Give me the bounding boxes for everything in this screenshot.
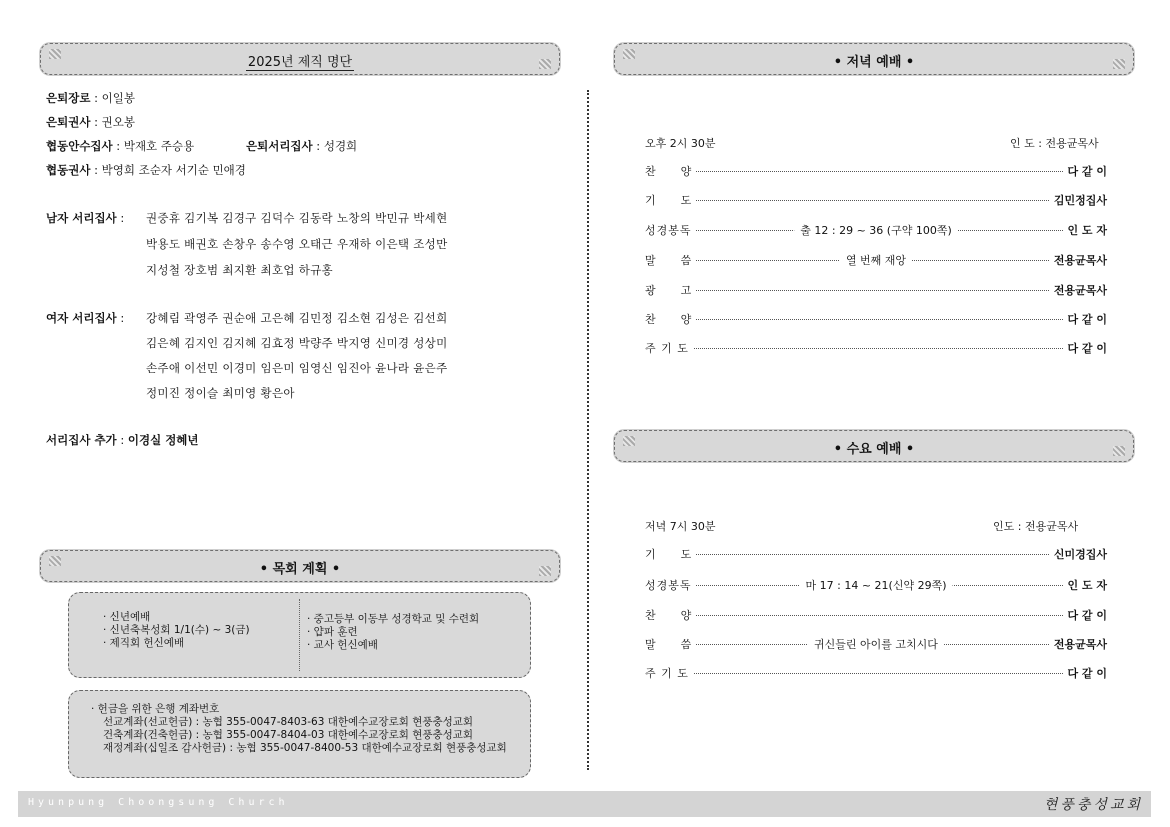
plan-divider xyxy=(299,599,300,671)
added-deacon-line: 서리집사 추가 : 이경실 정혜년 xyxy=(46,433,199,447)
female-names-4: 정미진 정이슬 최미영 황은아 xyxy=(146,386,295,400)
female-deacon-label: 여자 서리집사 : xyxy=(46,311,125,325)
evening-row: 찬 양 다 같 이 xyxy=(645,165,1107,178)
evening-row: 찬 양 다 같 이 xyxy=(645,313,1107,326)
male-names-2: 박용도 배권호 손창우 송수영 오태근 우재하 이은택 조성만 xyxy=(146,237,448,251)
footer-signature-area xyxy=(18,791,1151,817)
bank-line-finance: 재정계좌(십일조 감사헌금) : 농협 355-0047-8400-53 대한예수교장로회 현풍충성교회 xyxy=(103,742,507,754)
retired-deaconess-line: 은퇴서리집사 : 성경희 xyxy=(246,139,358,153)
roster-title: 2025년 제직 명단 xyxy=(247,55,353,70)
corner-pattern-icon xyxy=(1113,446,1125,456)
evening-header xyxy=(614,43,1134,75)
retired-elder-line: 은퇴장로 : 이일봉 xyxy=(46,91,135,105)
male-names-3: 지성철 장호범 최지환 최호업 하규홍 xyxy=(146,263,333,277)
male-deacon-label: 남자 서리집사 : xyxy=(46,211,125,225)
corner-pattern-icon xyxy=(1113,59,1125,69)
wednesday-header xyxy=(614,430,1134,462)
female-names-1: 강혜림 곽영주 권순애 고은혜 김민정 김소현 김성은 김선희 xyxy=(146,311,448,325)
evening-leader: 인 도 : 전용균목사 xyxy=(1010,137,1099,150)
wednesday-row: 주 기 도 다 같 이 xyxy=(645,667,1107,680)
wednesday-title: • 수요 예배 • xyxy=(833,442,915,457)
plan-left-list: · 신년예배 · 신년축복성회 1/1(수) ~ 3(금) · 제직회 헌신예배 xyxy=(103,611,250,649)
column-divider xyxy=(587,90,589,770)
bank-title: · 헌금을 위한 은행 계좌번호 xyxy=(91,703,220,715)
bank-line-building: 건축계좌(건축헌금) : 농협 355-0047-8404-03 대한예수교장로회 현풍충성교회 xyxy=(103,729,474,741)
bank-line-mission: 선교계좌(선교헌금) : 농협 355-0047-8403-63 대한예수교장로회 현풍충성교회 xyxy=(103,716,474,728)
evening-row: 말 씀 열 번째 재앙 전용균목사 xyxy=(645,254,1107,267)
footer-church-name-korean: 현풍충성교회 xyxy=(1043,797,1143,813)
wednesday-row: 성경봉독 마 17 : 14 ~ 21(신약 29쪽) 인 도 자 xyxy=(645,579,1107,592)
evening-row: 주 기 도 다 같 이 xyxy=(645,342,1107,355)
evening-row: 광 고 전용균목사 xyxy=(645,284,1107,297)
wednesday-leader: 인도 : 전용균목사 xyxy=(993,520,1079,533)
evening-row: 기 도 김민정집사 xyxy=(645,194,1107,207)
plan-box xyxy=(68,592,531,678)
plan-header xyxy=(40,550,560,582)
plan-right-list: · 중고등부 이동부 성경학교 및 수련회 · 얍파 훈련 · 교사 헌신예배 xyxy=(307,613,480,651)
coop-deacon-line: 협동안수집사 : 박재호 주승용 xyxy=(46,139,195,153)
corner-pattern-icon xyxy=(539,566,551,576)
bank-info xyxy=(91,703,507,755)
evening-title: • 저녁 예배 • xyxy=(833,55,915,70)
wednesday-row: 기 도 신미경집사 xyxy=(645,548,1107,561)
female-names-2: 김은혜 김지인 김지혜 김효정 박량주 박지영 신미경 성상미 xyxy=(146,336,448,350)
bank-box xyxy=(68,690,531,778)
retired-kwonsa-line: 은퇴권사 : 권오봉 xyxy=(46,115,135,129)
wednesday-time: 저녁 7시 30분 xyxy=(645,520,716,533)
footer-church-name-english: Hyunpung Choongsung Church xyxy=(28,797,289,808)
wednesday-row: 말 씀 귀신들린 아이를 고치시다 전용균목사 xyxy=(645,638,1107,651)
evening-time: 오후 2시 30분 xyxy=(645,137,716,150)
wednesday-row: 찬 양 다 같 이 xyxy=(645,609,1107,622)
male-names-1: 권중휴 김기복 김경구 김덕수 김동락 노창의 박민규 박세현 xyxy=(146,211,448,225)
plan-title: • 목회 계획 • xyxy=(259,562,341,577)
female-names-3: 손주애 이선민 이경미 임은미 임영신 임진아 윤나라 윤은주 xyxy=(146,361,448,375)
evening-row: 성경봉독 출 12 : 29 ~ 36 (구약 100쪽) 인 도 자 xyxy=(645,224,1107,237)
corner-pattern-icon xyxy=(539,59,551,69)
coop-kwonsa-line: 협동권사 : 박영희 조순자 서기순 민애경 xyxy=(46,163,246,177)
roster-header xyxy=(40,43,560,75)
